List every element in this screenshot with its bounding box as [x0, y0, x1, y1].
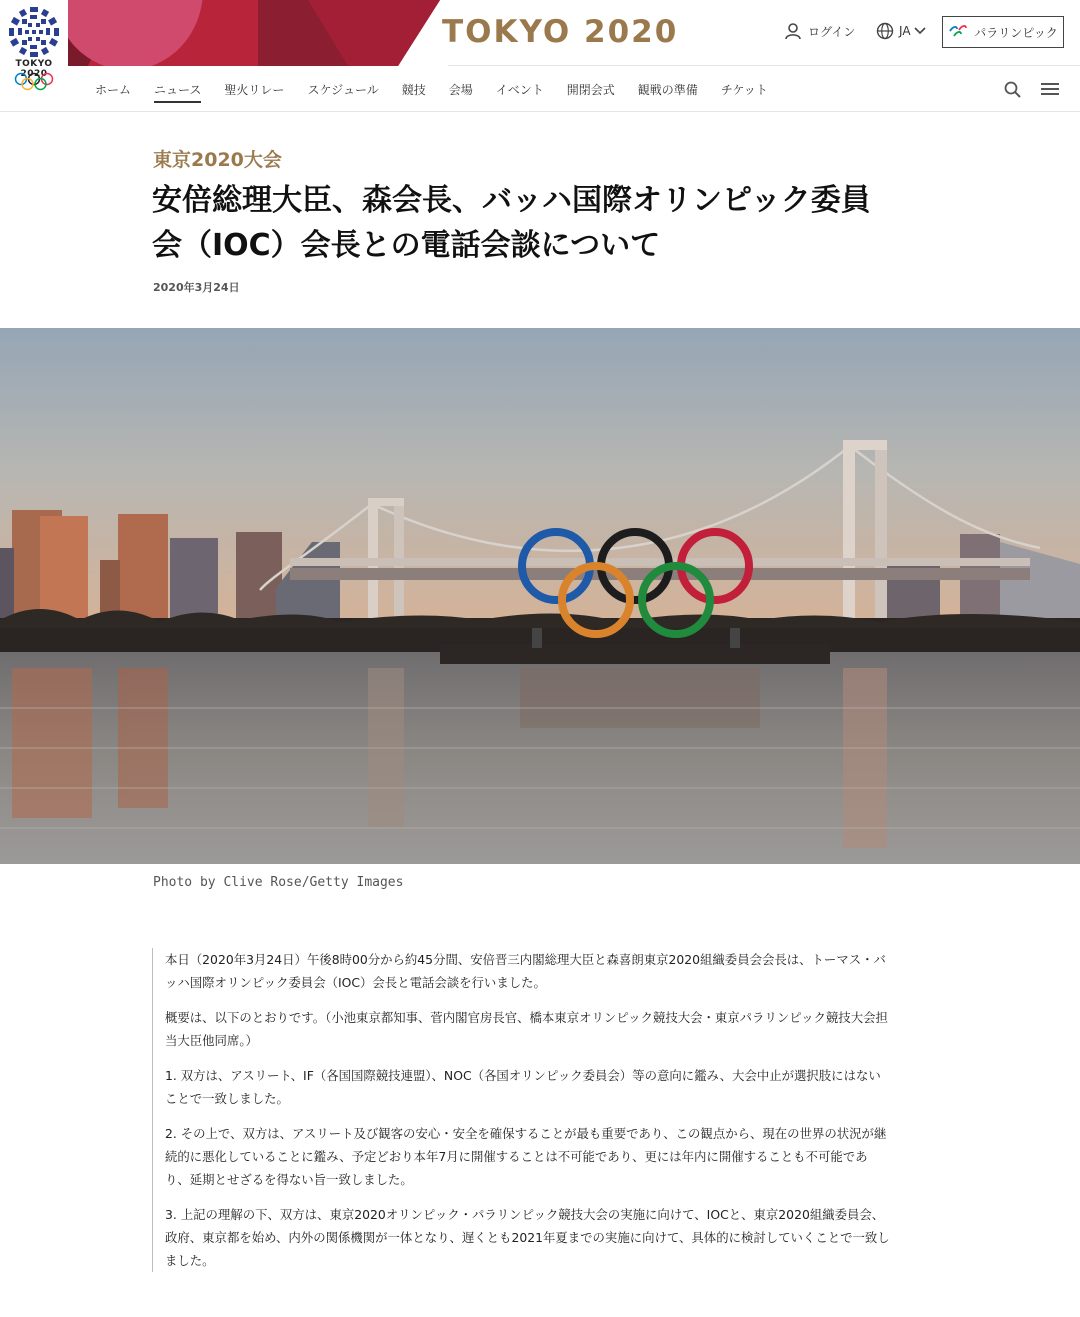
nav-item-events[interactable]: イベント: [495, 83, 544, 97]
nav-item-venues[interactable]: 会場: [448, 83, 473, 97]
globe-icon: [876, 22, 894, 40]
photo-caption: Photo by Clive Rose/Getty Images: [153, 875, 404, 890]
nav-item-sports[interactable]: 競技: [401, 83, 426, 97]
paralympic-button[interactable]: [942, 16, 1064, 48]
article-paragraph: 本日（2020年3月24日）午後8時00分から約45分間、安倍晋三内閣総理大臣と森喜朗東京2020組織委員会会長は、トーマス・バッハ国際オリンピック委員会（IOC）会長と電話会談を行いました。: [165, 952, 886, 990]
article-paragraph: 3. 上記の理解の下、双方は、東京2020オリンピック・パラリンピック競技大会の実施に向けて、IOCと、東京2020組織委員会、政府、東京都を始め、内外の関係機関が一体となり、遅くとも2021年夏までの実施に向けて、具体的に検討していくことで一致しました。: [165, 1207, 890, 1268]
user-icon: [784, 22, 802, 40]
nav-item-home[interactable]: ホーム: [95, 83, 132, 97]
article-title: 安倍総理大臣、森会長、バッハ国際オリンピック委員会（IOC）会長との電話会談について: [152, 183, 871, 263]
tokyo2020-logo[interactable]: [0, 0, 68, 100]
language-label: JA: [899, 24, 911, 38]
brand-title[interactable]: TOKYO 2020: [442, 14, 679, 50]
paralympic-label: パラリンピック: [974, 25, 1058, 40]
main-nav: [0, 66, 1080, 112]
logo-wordmark: TOKYO 2020: [15, 59, 53, 79]
nav-item-spectator-guide[interactable]: 観戦の準備: [637, 83, 698, 97]
search-icon[interactable]: [1003, 80, 1023, 100]
header-banner: [68, 0, 448, 66]
site-header: [0, 0, 1080, 79]
article-date: 2020年3月24日: [153, 281, 240, 294]
nav-item-news[interactable]: ニュース: [154, 81, 201, 103]
tokyo2020-emblem-icon: [8, 6, 60, 58]
nav-item-schedule[interactable]: スケジュール: [307, 83, 379, 97]
article-paragraph: 概要は、以下のとおりです。（小池東京都知事、菅内閣官房長官、橋本東京オリンピック競技大会・東京パラリンピック競技大会担当大臣他同席。）: [165, 1010, 888, 1048]
hero-photo: [0, 328, 1080, 864]
nav-item-tickets[interactable]: チケット: [720, 83, 768, 97]
article-category[interactable]: 東京2020大会: [153, 149, 282, 171]
language-selector[interactable]: [876, 22, 926, 40]
nav-items: [95, 81, 791, 103]
chevron-down-icon: [914, 27, 926, 35]
login-label: ログイン: [808, 24, 856, 39]
article-paragraph: 2. その上で、双方は、アスリート及び観客の安心・安全を確保することが最も重要であり、この観点から、現在の世界の状況が継続的に悪化していることに鑑み、予定どおり本年7月に開催することは不可能であり、更には年内に開催することも不可能であり、延期とせざるを得ない旨一致しました。: [165, 1126, 887, 1187]
olympic-rings-icon: [13, 72, 55, 92]
paralympic-agitos-icon: [948, 25, 968, 39]
hamburger-menu-icon[interactable]: [1041, 82, 1059, 96]
login-link[interactable]: [784, 22, 855, 40]
nav-item-torch-relay[interactable]: 聖火リレー: [224, 83, 285, 97]
article-body: [152, 948, 892, 1272]
article-paragraph: 1. 双方は、アスリート、IF（各国国際競技連盟）、NOC（各国オリンピック委員会）等の意向に鑑み、大会中止が選択肢にはないことで一致しました。: [165, 1068, 881, 1106]
nav-item-ceremonies[interactable]: 開閉会式: [566, 83, 615, 97]
